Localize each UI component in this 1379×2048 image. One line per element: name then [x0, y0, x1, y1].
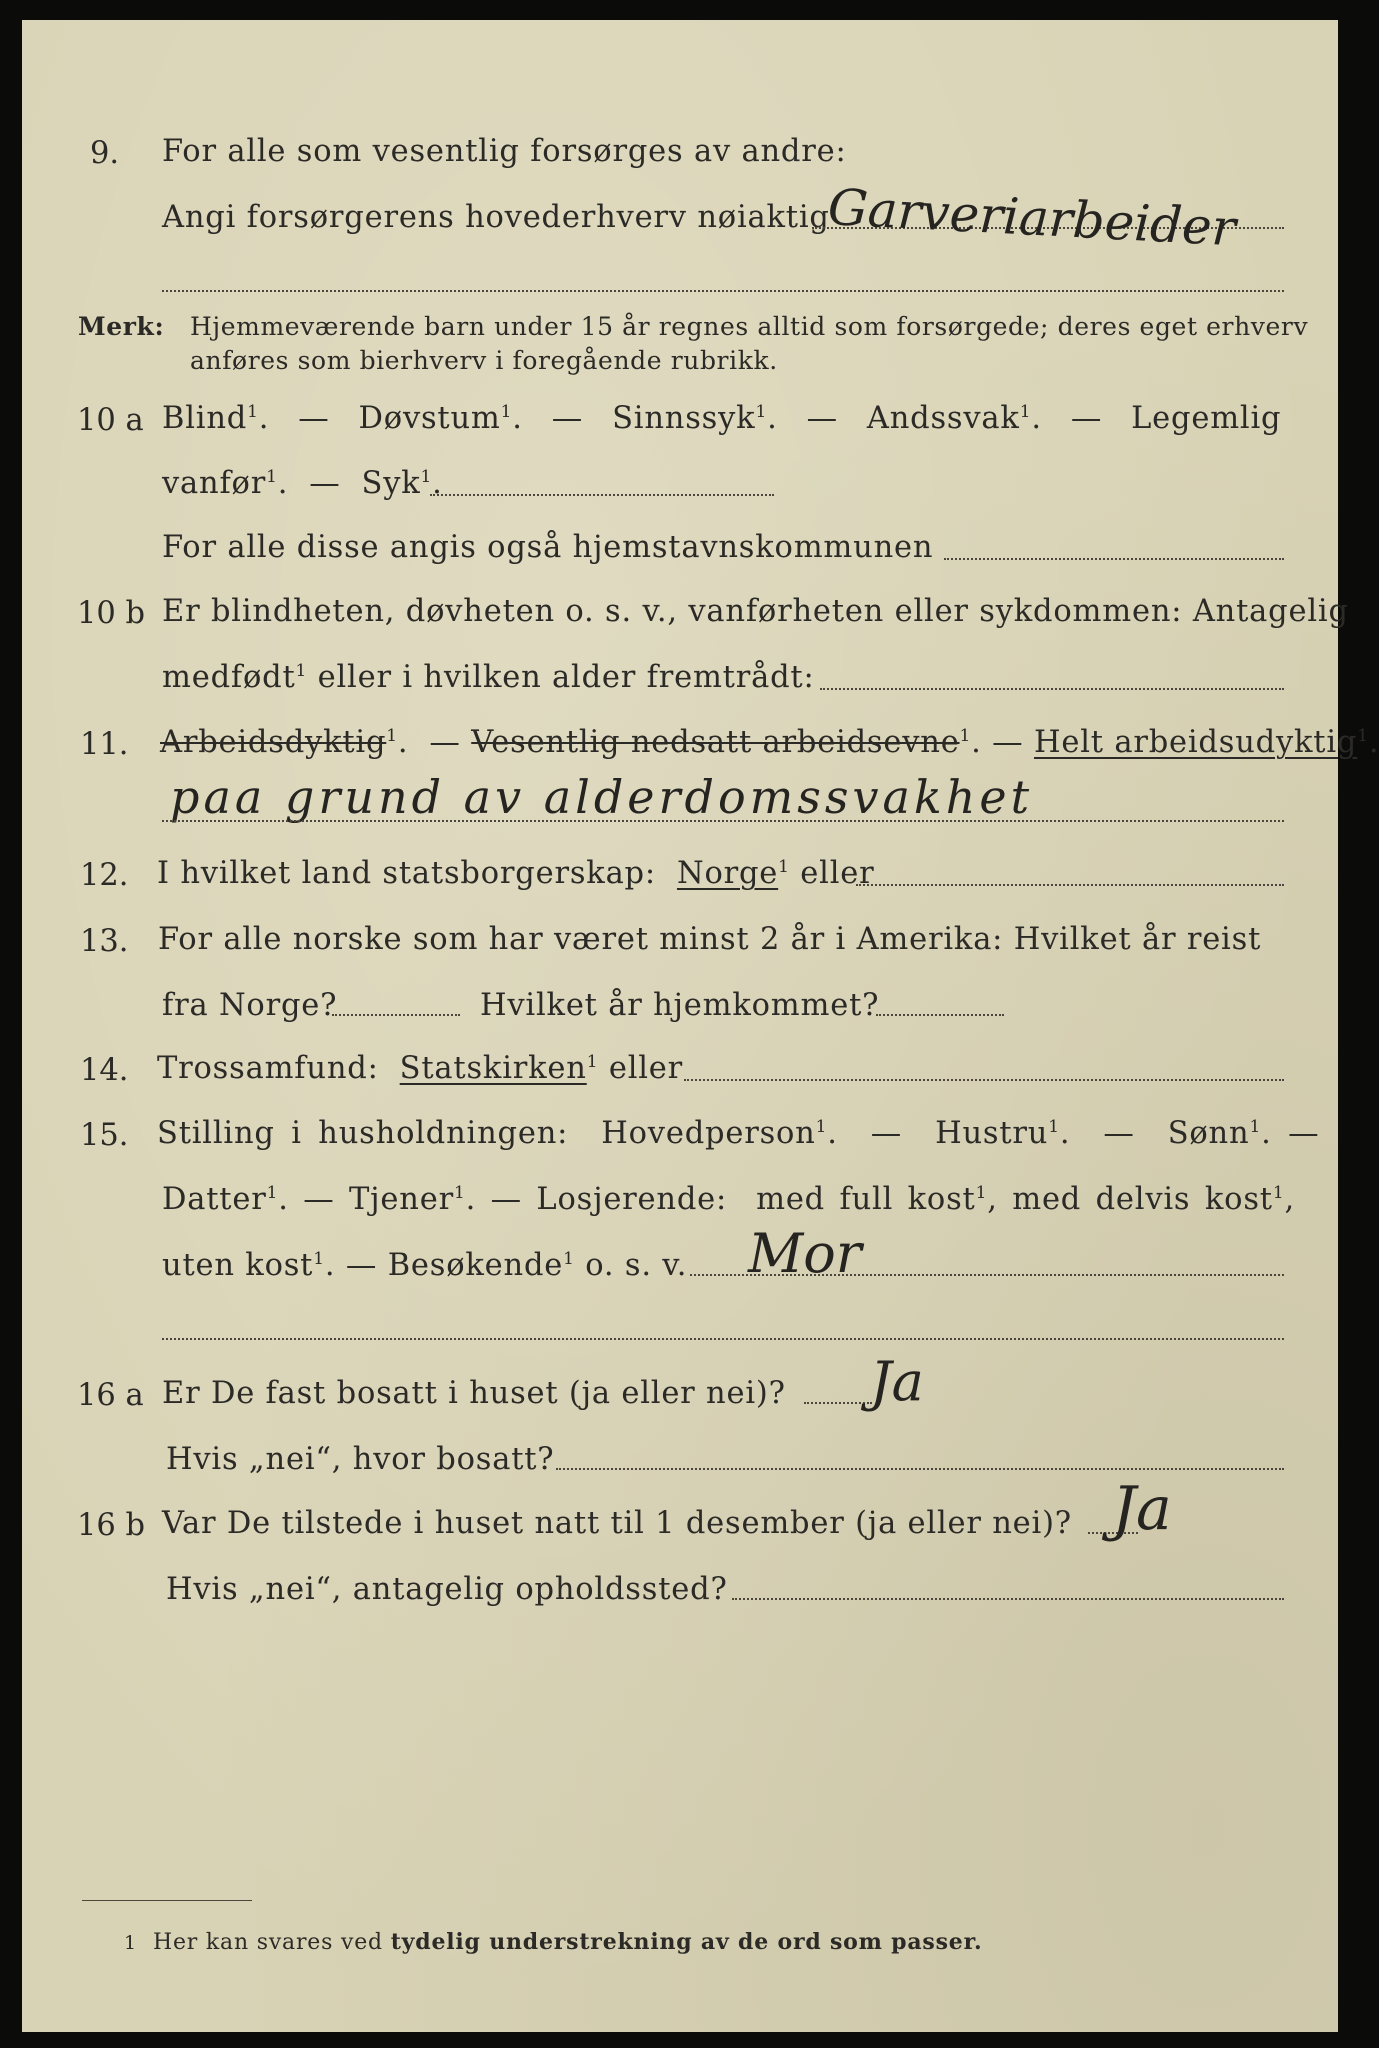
answer-line-10b [820, 688, 1284, 690]
merk-label: Merk: [78, 312, 165, 341]
question-14-line: Trossamfund: Statskirken$^1$ eller [157, 1051, 684, 1086]
answer-line-11 [162, 820, 1284, 822]
question-10a-hjemstavn: For alle disse angis også hjemstavnskommunen [162, 530, 934, 565]
question-16b-line2: Hvis „nei“, antagelig opholdssted? [166, 1572, 728, 1607]
question-16b-line1: Var De tilstede i huset natt til 1 desember (ja eller nei)? [162, 1506, 1072, 1541]
question-10a-number: 10 a [77, 403, 144, 438]
question-16b-number: 16 b [77, 1508, 146, 1543]
question-13-number: 13. [80, 924, 129, 959]
question-13-line1: For alle norske som har været minst 2 år i Amerika: Hvilket år reist [158, 922, 1262, 957]
answer-line-10a-1 [430, 494, 774, 496]
answer-line-16a-2 [556, 1468, 1284, 1470]
question-15-number: 15. [80, 1118, 129, 1153]
question-15-line2: Datter$^1$. — Tjener$^1$. — Losjerende: med full kost$^1$, med delvis kost$^1$, [162, 1182, 1295, 1217]
question-13-hjemkommet: Hvilket år hjemkommet? [480, 988, 880, 1023]
question-9-number: 9. [90, 136, 120, 171]
question-10b-line2: medfødt$^1$ eller i hvilken alder fremtrådt: [162, 660, 815, 695]
question-10b-line1: Er blindheten, døvheten o. s. v., vanførheten eller sykdommen: Antagelig [162, 594, 1349, 629]
question-14-number: 14. [80, 1053, 129, 1088]
answer-line-15-extra [162, 1338, 1284, 1340]
question-11-options: Arbeidsdyktig$^1$. — Vesentlig nedsatt arbeidsevne$^1$. — Helt arbeidsudyktig$^1$. [160, 725, 1379, 760]
question-16a-line1: Er De fast bosatt i huset (ja eller nei)? [162, 1376, 786, 1411]
merk-note-line2: anføres som bierhverv i foregående rubrikk. [190, 346, 778, 375]
question-12-number: 12. [80, 858, 129, 893]
answer-line-13-hjemkommet [876, 1014, 1004, 1016]
answer-line-9-extra [162, 290, 1284, 292]
question-10a-options-line1: Blind$^1$. — Døvstum$^1$. — Sinnssyk$^1$. — Andssvak$^1$. — Legemlig [162, 401, 1282, 436]
question-15-line3: uten kost$^1$. — Besøkende$^1$ o. s. v. [162, 1248, 688, 1283]
question-10b-number: 10 b [77, 596, 146, 631]
footnote-text: Her kan svares ved tydelig understrekning av de ord som passer. [153, 1929, 983, 1955]
answer-line-16a-1 [804, 1402, 872, 1404]
question-9-subprompt: Angi forsørgerens hovederhverv nøiaktig [162, 200, 830, 235]
answer-line-13-reist [332, 1014, 460, 1016]
handwritten-answer-9: Garveriarbeider [826, 178, 1238, 258]
question-12-line: I hvilket land statsborgerskap: Norge$^1$ eller [157, 856, 875, 891]
footnote-mark: 1 [124, 1932, 137, 1954]
answer-line-14 [684, 1079, 1284, 1081]
question-15-line1: Stilling i husholdningen: Hovedperson$^1$. — Hustru$^1$. — Sønn$^1$. — [157, 1116, 1320, 1151]
answer-line-10a-2 [944, 558, 1284, 560]
handwritten-answer-16a: Ja [870, 1350, 924, 1413]
footnote-rule [82, 1900, 252, 1901]
question-13-fra-norge: fra Norge? [162, 988, 338, 1023]
handwritten-answer-16b: Ja [1112, 1474, 1172, 1544]
question-16a-line2: Hvis „nei“, hvor bosatt? [166, 1442, 555, 1477]
merk-note-line1: Hjemmeværende barn under 15 år regnes alltid som forsørgede; deres eget erhverv [190, 312, 1309, 341]
answer-line-16b-2 [732, 1598, 1284, 1600]
question-10a-options-line2: vanfør$^1$. — Syk$^1$. [162, 466, 443, 501]
handwritten-answer-15: Mor [748, 1222, 862, 1285]
question-11-number: 11. [80, 727, 129, 762]
handwritten-answer-11: paa grund av alderdomssvakhet [170, 770, 1034, 824]
question-9-prompt: For alle som vesentlig forsørges av andre: [162, 134, 847, 169]
question-16a-number: 16 a [77, 1378, 144, 1413]
answer-line-12 [856, 884, 1284, 886]
